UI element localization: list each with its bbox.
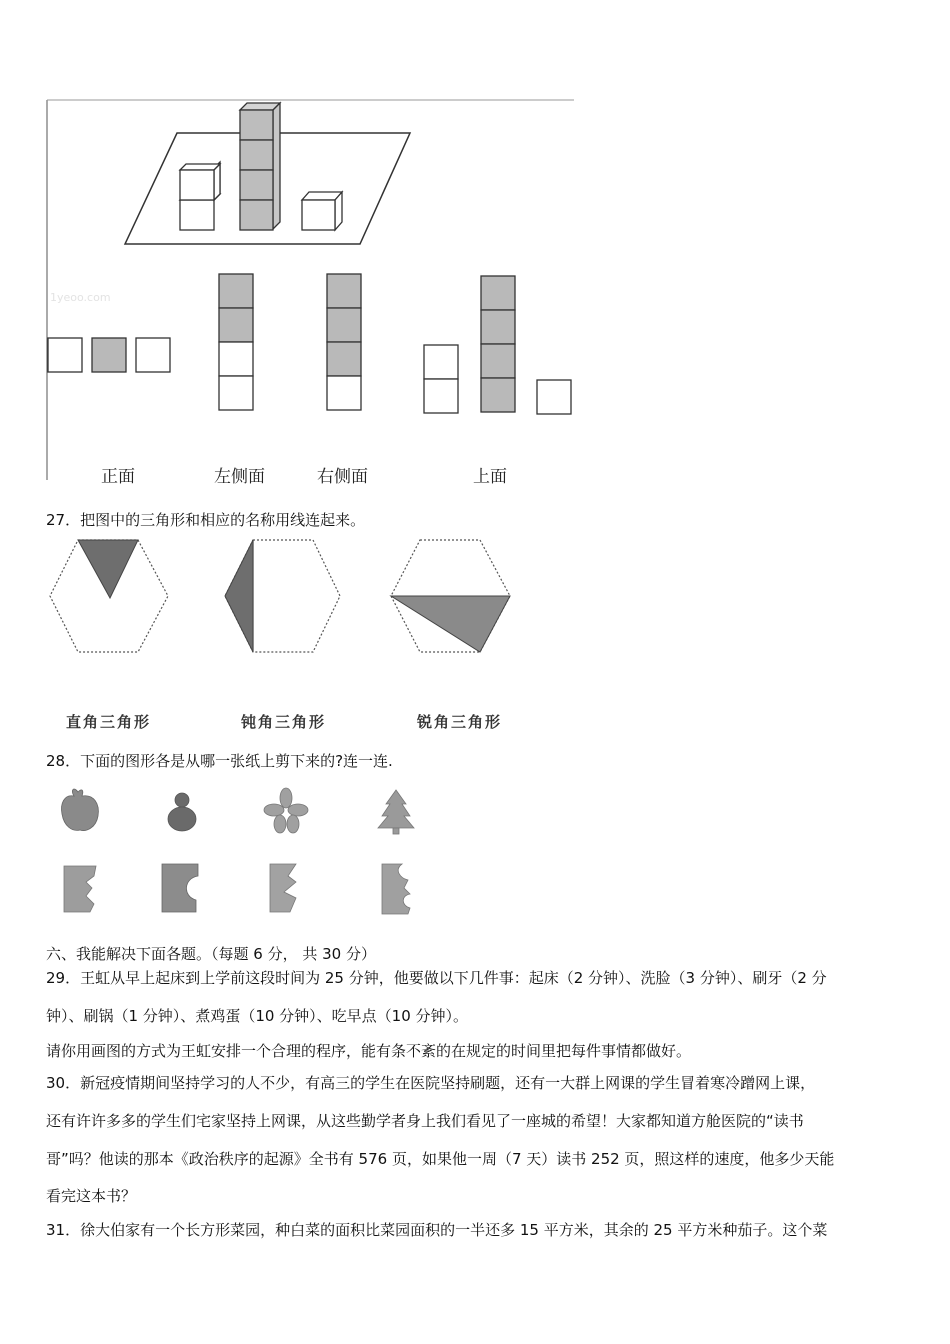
cube-right [302, 192, 342, 230]
section-6-heading: 六、我能解决下面各题。（每题 6 分， 共 30 分） [46, 945, 376, 963]
label-top: 上面 [473, 467, 507, 487]
q27-text: 27．把图中的三角形和相应的名称用线连起来。 [46, 511, 366, 529]
q29-line-2: 钟）、刷锅（1 分钟）、煮鸡蛋（10 分钟）、吃早点（10 分钟）。 [46, 1007, 469, 1025]
right-side-view [327, 274, 361, 410]
cube-stack-middle [240, 103, 280, 230]
label-right-side: 右侧面 [317, 467, 368, 487]
hexagon-3 [391, 540, 510, 652]
cut-shapes-svg [56, 786, 436, 922]
top-view [424, 276, 571, 414]
hexagon-triangles-figure [48, 538, 528, 658]
q29-line-1: 29．王虹从早上起床到上学前这段时间为 25 分钟，他要做以下几件事：起床（2 分钟）、洗脸（3 分钟）、刷牙（2 分 [46, 969, 827, 987]
paper-piece-2 [162, 864, 198, 912]
q30-line-2: 还有许许多多的学生们宅家坚持上网课，从这些勤学者身上我们看见了一座城的希望！大家都知道方舱医院的“读书 [46, 1112, 804, 1130]
label-front: 正面 [101, 467, 135, 487]
hexagon-1 [50, 540, 168, 652]
paper-piece-4 [382, 864, 410, 914]
paper-cut-figure [56, 786, 436, 922]
paper-piece-3 [270, 864, 296, 912]
label-obtuse-triangle: 钝角三角形 [241, 713, 327, 731]
hexagon-2 [225, 540, 340, 652]
gourd-shape [168, 793, 196, 831]
cube-stack-left [180, 162, 220, 230]
label-left-side: 左侧面 [214, 467, 265, 487]
flower-shape [264, 788, 308, 833]
q31-line-1: 31．徐大伯家有一个长方形菜园，种白菜的面积比菜园面积的一半还多 15 平方米，其余的 25 平方米种茄子。这个菜 [46, 1221, 828, 1239]
paper-piece-1 [64, 866, 96, 912]
left-side-view [219, 274, 253, 410]
q30-line-3: 哥”吗？他读的那本《政治秩序的起源》全书有 576 页，如果他一周（7 天）读书 252 页，照这样的速度，他多少天能 [46, 1150, 835, 1168]
hexagons-svg [48, 538, 528, 658]
apple-shape [62, 789, 99, 830]
front-view [48, 338, 170, 372]
label-acute-triangle: 锐角三角形 [417, 713, 503, 731]
watermark: 1yeoo.com [50, 291, 111, 304]
tree-shape [378, 790, 414, 834]
q29-line-3: 请你用画图的方式为王虹安排一个合理的程序，能有条不紊的在规定的时间里把每件事情都做好。 [46, 1042, 692, 1060]
cubes-svg [46, 96, 576, 486]
q28-text: 28．下面的图形各是从哪一张纸上剪下来的?连一连. [46, 752, 393, 770]
q30-line-4: 看完这本书？ [46, 1187, 137, 1205]
views-figure [46, 96, 576, 486]
q30-line-1: 30．新冠疫情期间坚持学习的人不少，有高三的学生在医院坚持刷题，还有一大群上网课的学生冒着寒冷蹭网上课， [46, 1074, 816, 1092]
label-right-triangle: 直角三角形 [66, 713, 152, 731]
